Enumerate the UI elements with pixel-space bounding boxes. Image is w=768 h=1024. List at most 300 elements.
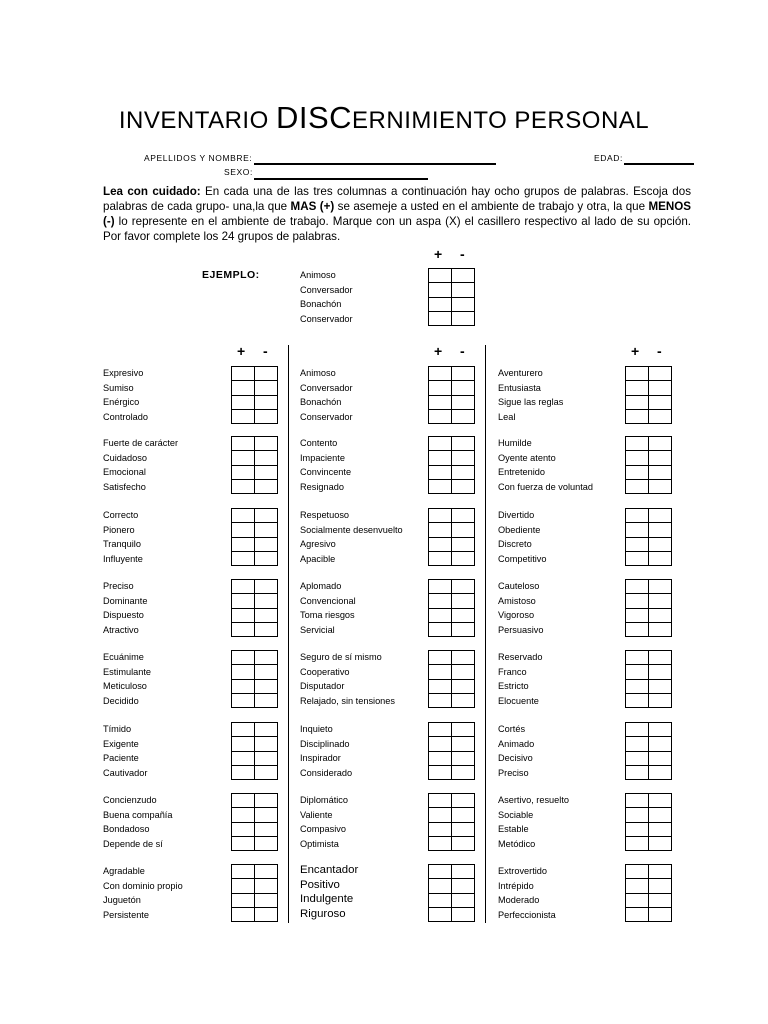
word-option: Sumiso [103,382,134,393]
example-row1-minus-checkbox[interactable] [452,269,475,283]
col1-plus-symbol: + [237,343,246,359]
col1-group5-row2-minus-checkbox[interactable] [255,665,278,679]
checkbox-grid [231,579,278,637]
word-option: Amistoso [498,595,536,606]
col3-group4-row2-minus-checkbox[interactable] [649,594,672,608]
col2-group8-row2-plus-checkbox[interactable] [429,879,452,893]
col1-group4-row2-plus-checkbox[interactable] [232,594,255,608]
word-option: Bondadoso [103,824,150,834]
col3-group5-row3-plus-checkbox[interactable] [626,679,649,693]
col3-group4-row3-plus-checkbox[interactable] [626,608,649,622]
word-group [103,793,172,851]
col2-group2-row2-plus-checkbox[interactable] [429,451,452,465]
word-group [103,722,147,780]
col2-group1-row2-minus-checkbox[interactable] [452,381,475,395]
col1-group4-row4-minus-checkbox[interactable] [255,622,278,636]
word-option: Entusiasta [498,382,541,393]
col3-group8-row1-plus-checkbox[interactable] [626,865,649,879]
word-option: Asertivo, resuelto [498,795,569,805]
word-group [498,366,563,424]
col1-group8-row4-minus-checkbox[interactable] [255,907,278,921]
word-option: Positivo [300,878,340,891]
col3-group7-row4-plus-checkbox[interactable] [626,836,649,850]
col3-group8-row4-minus-checkbox[interactable] [649,907,672,921]
col2-group8-row3-minus-checkbox[interactable] [452,893,475,907]
col3-group2-row3-plus-checkbox[interactable] [626,465,649,479]
column-divider-2 [485,345,486,923]
col1-group4-row2-minus-checkbox[interactable] [255,594,278,608]
col2-group1-row4-plus-checkbox[interactable] [429,409,452,423]
col3-group4-row1-minus-checkbox[interactable] [649,580,672,594]
example-row4-minus-checkbox[interactable] [452,311,475,325]
sex-field[interactable] [254,178,428,180]
word-option: Agresivo [300,539,336,549]
word-option: Sociable [498,809,534,820]
col1-minus-symbol: - [263,343,268,359]
col3-group2-row4-plus-checkbox[interactable] [626,479,649,493]
col2-group5-row4-minus-checkbox[interactable] [452,693,475,707]
col3-group6-row2-plus-checkbox[interactable] [626,737,649,751]
word-group [498,864,556,922]
col2-group7-row3-plus-checkbox[interactable] [429,822,452,836]
col1-group1-row2-plus-checkbox[interactable] [232,381,255,395]
col3-group4-row1-plus-checkbox[interactable] [626,580,649,594]
word-option: Riguroso [300,907,346,920]
col2-group7-row3-minus-checkbox[interactable] [452,822,475,836]
col3-group4-row3-minus-checkbox[interactable] [649,608,672,622]
col3-group3-row3-minus-checkbox[interactable] [649,537,672,551]
col2-group6-row3-plus-checkbox[interactable] [429,751,452,765]
word-option: Controlado [103,411,148,422]
checkbox-grid [625,579,672,637]
checkbox-grid [625,722,672,780]
word-option: Disputador [300,681,345,691]
col1-group2-row1-plus-checkbox[interactable] [232,437,255,451]
col2-group8-row1-plus-checkbox[interactable] [429,865,452,879]
word-option: Intrépido [498,880,534,891]
col3-group7-row2-minus-checkbox[interactable] [649,808,672,822]
word-option: Bonachón [300,397,342,407]
col3-group4-row4-plus-checkbox[interactable] [626,622,649,636]
example-row2-plus-checkbox[interactable] [429,283,452,297]
col2-group3-row2-plus-checkbox[interactable] [429,523,452,537]
col2-group2-row3-minus-checkbox[interactable] [452,465,475,479]
example-row4-plus-checkbox[interactable] [429,311,452,325]
col1-group7-row3-minus-checkbox[interactable] [255,822,278,836]
col3-group2-row1-minus-checkbox[interactable] [649,437,672,451]
col1-group8-row2-plus-checkbox[interactable] [232,879,255,893]
col1-group1-row2-minus-checkbox[interactable] [255,381,278,395]
col1-group5-row1-minus-checkbox[interactable] [255,651,278,665]
col1-group5-row3-plus-checkbox[interactable] [232,679,255,693]
col1-group3-row1-plus-checkbox[interactable] [232,509,255,523]
word-group [498,508,547,566]
name-field[interactable] [254,163,496,165]
col1-group7-row4-plus-checkbox[interactable] [232,836,255,850]
col2-group7-row4-plus-checkbox[interactable] [429,836,452,850]
col2-group3-row1-minus-checkbox[interactable] [452,509,475,523]
word-option: Dispuesto [103,610,144,620]
col1-group6-row2-minus-checkbox[interactable] [255,737,278,751]
col1-group3-row4-plus-checkbox[interactable] [232,551,255,565]
col3-group1-row4-plus-checkbox[interactable] [626,409,649,423]
checkbox-grid [231,864,278,922]
col3-group1-row1-minus-checkbox[interactable] [649,367,672,381]
page-title [0,100,768,136]
example-checkbox-grid [428,268,475,326]
col2-group1-row1-plus-checkbox[interactable] [429,367,452,381]
col1-group6-row4-plus-checkbox[interactable] [232,765,255,779]
sex-label: SEXO: [224,167,253,177]
col3-group1-row2-minus-checkbox[interactable] [649,381,672,395]
col1-group8-row1-plus-checkbox[interactable] [232,865,255,879]
col1-group5-row4-plus-checkbox[interactable] [232,693,255,707]
word-option: Resignado [300,481,344,492]
col2-group5-row3-plus-checkbox[interactable] [429,679,452,693]
col3-group3-row3-plus-checkbox[interactable] [626,537,649,551]
col3-group2-row2-plus-checkbox[interactable] [626,451,649,465]
col3-group7-row1-minus-checkbox[interactable] [649,794,672,808]
word-option: Humilde [498,438,532,448]
col3-group5-row4-minus-checkbox[interactable] [649,693,672,707]
col3-group1-row1-plus-checkbox[interactable] [626,367,649,381]
col3-group5-row1-minus-checkbox[interactable] [649,651,672,665]
col3-group2-row1-plus-checkbox[interactable] [626,437,649,451]
col3-group5-row3-minus-checkbox[interactable] [649,679,672,693]
col3-group2-row2-minus-checkbox[interactable] [649,451,672,465]
col1-group8-row3-plus-checkbox[interactable] [232,893,255,907]
checkbox-grid [231,722,278,780]
word-option: Optimista [300,838,339,849]
col2-group1-row3-plus-checkbox[interactable] [429,395,452,409]
col3-group3-row4-plus-checkbox[interactable] [626,551,649,565]
col3-group7-row3-plus-checkbox[interactable] [626,822,649,836]
col1-group1-row4-plus-checkbox[interactable] [232,409,255,423]
col3-group4-row4-minus-checkbox[interactable] [649,622,672,636]
col3-group5-row2-minus-checkbox[interactable] [649,665,672,679]
word-option: Persistente [103,909,149,920]
col1-group8-row1-minus-checkbox[interactable] [255,865,278,879]
col2-group1-row1-minus-checkbox[interactable] [452,367,475,381]
example-word-group [300,268,353,326]
col2-group8-row4-minus-checkbox[interactable] [452,907,475,921]
col3-group1-row3-minus-checkbox[interactable] [649,395,672,409]
col3-group2-row4-minus-checkbox[interactable] [649,479,672,493]
word-group [300,579,356,637]
word-option: Apacible [300,553,336,564]
word-option: Considerado [300,767,353,778]
word-option: Perfeccionista [498,909,556,920]
instructions-text-1: En cada una de las tres columnas a continuación hay ocho grupos de palabras. Escoja dos palabras de cada grupo- una,la que [103,185,692,213]
word-option: Disciplinado [300,738,350,749]
col1-group6-row1-minus-checkbox[interactable] [255,723,278,737]
word-group [300,366,353,424]
col2-group1-row3-minus-checkbox[interactable] [452,395,475,409]
col1-group5-row4-minus-checkbox[interactable] [255,693,278,707]
col1-group4-row3-minus-checkbox[interactable] [255,608,278,622]
col2-group2-row1-plus-checkbox[interactable] [429,437,452,451]
col2-group7-row1-minus-checkbox[interactable] [452,794,475,808]
col1-group2-row4-minus-checkbox[interactable] [255,479,278,493]
col1-group6-row2-plus-checkbox[interactable] [232,737,255,751]
col3-group4-row2-plus-checkbox[interactable] [626,594,649,608]
col2-group2-row3-plus-checkbox[interactable] [429,465,452,479]
col1-group5-row2-plus-checkbox[interactable] [232,665,255,679]
word-option: Preciso [498,767,529,778]
col3-group3-row4-minus-checkbox[interactable] [649,551,672,565]
word-option: Fuerte de carácter [103,438,179,448]
example-label: EJEMPLO: [202,269,260,281]
checkbox-grid [428,650,475,708]
col1-group8-row2-minus-checkbox[interactable] [255,879,278,893]
word-option: Decidido [103,695,139,706]
col2-group2-row4-plus-checkbox[interactable] [429,479,452,493]
col2-group7-row2-plus-checkbox[interactable] [429,808,452,822]
word-option: Socialmente desenvuelto [300,524,403,535]
col3-group6-row4-minus-checkbox[interactable] [649,765,672,779]
word-option: Tímido [103,724,132,734]
col1-group6-row3-minus-checkbox[interactable] [255,751,278,765]
col1-group3-row2-plus-checkbox[interactable] [232,523,255,537]
word-option: Impaciente [300,452,345,463]
word-option: Animoso [300,368,336,378]
col2-group3-row1-plus-checkbox[interactable] [429,509,452,523]
col3-group3-row2-minus-checkbox[interactable] [649,523,672,537]
col2-group8-row1-minus-checkbox[interactable] [452,865,475,879]
col2-group5-row3-minus-checkbox[interactable] [452,679,475,693]
col3-group8-row3-plus-checkbox[interactable] [626,893,649,907]
col1-group8-row4-plus-checkbox[interactable] [232,907,255,921]
col1-group2-row2-plus-checkbox[interactable] [232,451,255,465]
word-option: Inspirador [300,753,341,763]
col1-group3-row2-minus-checkbox[interactable] [255,523,278,537]
col3-group7-row1-plus-checkbox[interactable] [626,794,649,808]
word-option: Compasivo [300,824,346,834]
col1-group1-row1-minus-checkbox[interactable] [255,367,278,381]
word-option: Estimulante [103,666,152,677]
col2-group6-row4-minus-checkbox[interactable] [452,765,475,779]
age-field[interactable] [624,163,694,165]
col1-group3-row3-plus-checkbox[interactable] [232,537,255,551]
word-option: Competitivo [498,553,547,564]
col2-plus-symbol: + [434,343,443,359]
word-option: Diplomático [300,795,348,805]
col2-group4-row3-plus-checkbox[interactable] [429,608,452,622]
word-option: Preciso [103,581,134,591]
word-option: Moderado [498,895,540,905]
word-option: Divertido [498,510,535,520]
col1-group7-row3-plus-checkbox[interactable] [232,822,255,836]
col2-group7-row4-minus-checkbox[interactable] [452,836,475,850]
col2-group2-row2-minus-checkbox[interactable] [452,451,475,465]
col3-group3-row1-plus-checkbox[interactable] [626,509,649,523]
word-option: Conversador [300,382,353,393]
word-option: Sigue las reglas [498,397,564,407]
col2-group6-row2-minus-checkbox[interactable] [452,737,475,751]
example-row3-minus-checkbox[interactable] [452,297,475,311]
col3-group6-row4-plus-checkbox[interactable] [626,765,649,779]
checkbox-grid [231,436,278,494]
word-option: Seguro de sí mismo [300,652,382,662]
col3-group6-row3-plus-checkbox[interactable] [626,751,649,765]
col3-group2-row3-minus-checkbox[interactable] [649,465,672,479]
col3-group6-row3-minus-checkbox[interactable] [649,751,672,765]
col1-group3-row3-minus-checkbox[interactable] [255,537,278,551]
col1-group2-row2-minus-checkbox[interactable] [255,451,278,465]
col3-group5-row2-plus-checkbox[interactable] [626,665,649,679]
word-option: Juguetón [103,895,141,905]
col1-group4-row3-plus-checkbox[interactable] [232,608,255,622]
word-option: Ecuánime [103,652,144,662]
col2-group3-row4-plus-checkbox[interactable] [429,551,452,565]
example-plus-symbol: + [434,246,443,262]
word-option: Obediente [498,524,541,535]
col1-group4-row1-minus-checkbox[interactable] [255,580,278,594]
col2-group1-row4-minus-checkbox[interactable] [452,409,475,423]
word-group [300,722,352,780]
col3-group5-row1-plus-checkbox[interactable] [626,651,649,665]
col2-group6-row4-plus-checkbox[interactable] [429,765,452,779]
example-row1-plus-checkbox[interactable] [429,269,452,283]
checkbox-grid [428,508,475,566]
col3-group7-row3-minus-checkbox[interactable] [649,822,672,836]
col1-group1-row3-plus-checkbox[interactable] [232,395,255,409]
col3-group8-row2-plus-checkbox[interactable] [626,879,649,893]
col1-group6-row3-plus-checkbox[interactable] [232,751,255,765]
word-option: Concienzudo [103,795,157,805]
title-disc: DISC [275,100,353,135]
word-option: Dominante [103,595,148,606]
col2-group2-row4-minus-checkbox[interactable] [452,479,475,493]
word-group [498,650,542,708]
col2-group4-row4-plus-checkbox[interactable] [429,622,452,636]
col2-group3-row3-minus-checkbox[interactable] [452,537,475,551]
col1-group7-row2-plus-checkbox[interactable] [232,808,255,822]
col1-group2-row3-minus-checkbox[interactable] [255,465,278,479]
col1-group2-row4-plus-checkbox[interactable] [232,479,255,493]
col3-group1-row3-plus-checkbox[interactable] [626,395,649,409]
col1-group1-row3-minus-checkbox[interactable] [255,395,278,409]
word-group [300,793,348,851]
col3-group6-row1-minus-checkbox[interactable] [649,723,672,737]
column-divider-1 [288,345,289,923]
col2-group4-row2-minus-checkbox[interactable] [452,594,475,608]
col1-group7-row2-minus-checkbox[interactable] [255,808,278,822]
col2-group7-row1-plus-checkbox[interactable] [429,794,452,808]
checkbox-grid [231,793,278,851]
col2-group4-row4-minus-checkbox[interactable] [452,622,475,636]
col2-group3-row2-minus-checkbox[interactable] [452,523,475,537]
col1-group7-row1-plus-checkbox[interactable] [232,794,255,808]
col1-group7-row1-minus-checkbox[interactable] [255,794,278,808]
word-option: Con dominio propio [103,880,183,891]
col3-group6-row1-plus-checkbox[interactable] [626,723,649,737]
word-group [498,722,534,780]
col2-group5-row2-minus-checkbox[interactable] [452,665,475,679]
col1-group7-row4-minus-checkbox[interactable] [255,836,278,850]
col2-group4-row1-plus-checkbox[interactable] [429,580,452,594]
col2-group8-row3-plus-checkbox[interactable] [429,893,452,907]
col2-group1-row2-plus-checkbox[interactable] [429,381,452,395]
col3-group8-row2-minus-checkbox[interactable] [649,879,672,893]
col2-group3-row4-minus-checkbox[interactable] [452,551,475,565]
col1-group3-row1-minus-checkbox[interactable] [255,509,278,523]
col1-group4-row4-plus-checkbox[interactable] [232,622,255,636]
col3-group1-row2-plus-checkbox[interactable] [626,381,649,395]
col3-group8-row4-plus-checkbox[interactable] [626,907,649,921]
col2-group6-row1-plus-checkbox[interactable] [429,723,452,737]
col2-group4-row3-minus-checkbox[interactable] [452,608,475,622]
col3-group6-row2-minus-checkbox[interactable] [649,737,672,751]
col2-group2-row1-minus-checkbox[interactable] [452,437,475,451]
col2-group5-row1-minus-checkbox[interactable] [452,651,475,665]
col1-group5-row3-minus-checkbox[interactable] [255,679,278,693]
col3-group7-row2-plus-checkbox[interactable] [626,808,649,822]
col3-group3-row1-minus-checkbox[interactable] [649,509,672,523]
word-option: Vigoroso [498,610,535,620]
checkbox-grid [231,650,278,708]
example-row2-minus-checkbox[interactable] [452,283,475,297]
col1-group2-row3-plus-checkbox[interactable] [232,465,255,479]
col2-group6-row3-minus-checkbox[interactable] [452,751,475,765]
col2-group6-row1-minus-checkbox[interactable] [452,723,475,737]
col2-group3-row3-plus-checkbox[interactable] [429,537,452,551]
col1-group3-row4-minus-checkbox[interactable] [255,551,278,565]
checkbox-grid [231,508,278,566]
word-option: Animado [498,738,535,749]
col2-group5-row4-plus-checkbox[interactable] [429,693,452,707]
instructions-menos: MENOS (-) [103,200,691,228]
word-option: Estable [498,824,529,834]
example-row3-plus-checkbox[interactable] [429,297,452,311]
col3-group7-row4-minus-checkbox[interactable] [649,836,672,850]
word-group [300,508,403,566]
checkbox-grid [428,436,475,494]
word-option: Convincente [300,467,352,477]
col2-group6-row2-plus-checkbox[interactable] [429,737,452,751]
col1-group5-row1-plus-checkbox[interactable] [232,651,255,665]
word-option: Valiente [300,809,333,820]
col2-group4-row1-minus-checkbox[interactable] [452,580,475,594]
word-option: Toma riesgos [300,610,355,620]
col3-group8-row1-minus-checkbox[interactable] [649,865,672,879]
word-option: Persuasivo [498,624,544,635]
instructions-text-2: se asemeje a usted en el ambiente de trabajo y otra, la que [334,200,649,213]
col2-group8-row4-plus-checkbox[interactable] [429,907,452,921]
col3-group5-row4-plus-checkbox[interactable] [626,693,649,707]
col1-group4-row1-plus-checkbox[interactable] [232,580,255,594]
col1-group6-row4-minus-checkbox[interactable] [255,765,278,779]
col2-group5-row2-plus-checkbox[interactable] [429,665,452,679]
word-group [103,366,148,424]
col1-group1-row4-minus-checkbox[interactable] [255,409,278,423]
col3-group3-row2-plus-checkbox[interactable] [626,523,649,537]
col2-group8-row2-minus-checkbox[interactable] [452,879,475,893]
col1-group8-row3-minus-checkbox[interactable] [255,893,278,907]
col1-group1-row1-plus-checkbox[interactable] [232,367,255,381]
checkbox-grid [428,366,475,424]
col3-group1-row4-minus-checkbox[interactable] [649,409,672,423]
col3-group8-row3-minus-checkbox[interactable] [649,893,672,907]
col2-group4-row2-plus-checkbox[interactable] [429,594,452,608]
instructions-mas: MAS (+) [290,200,335,213]
col2-group5-row1-plus-checkbox[interactable] [429,651,452,665]
col1-group6-row1-plus-checkbox[interactable] [232,723,255,737]
checkbox-grid [625,793,672,851]
col1-group2-row1-minus-checkbox[interactable] [255,437,278,451]
word-option: Encantador [300,864,359,876]
col2-group7-row2-minus-checkbox[interactable] [452,808,475,822]
